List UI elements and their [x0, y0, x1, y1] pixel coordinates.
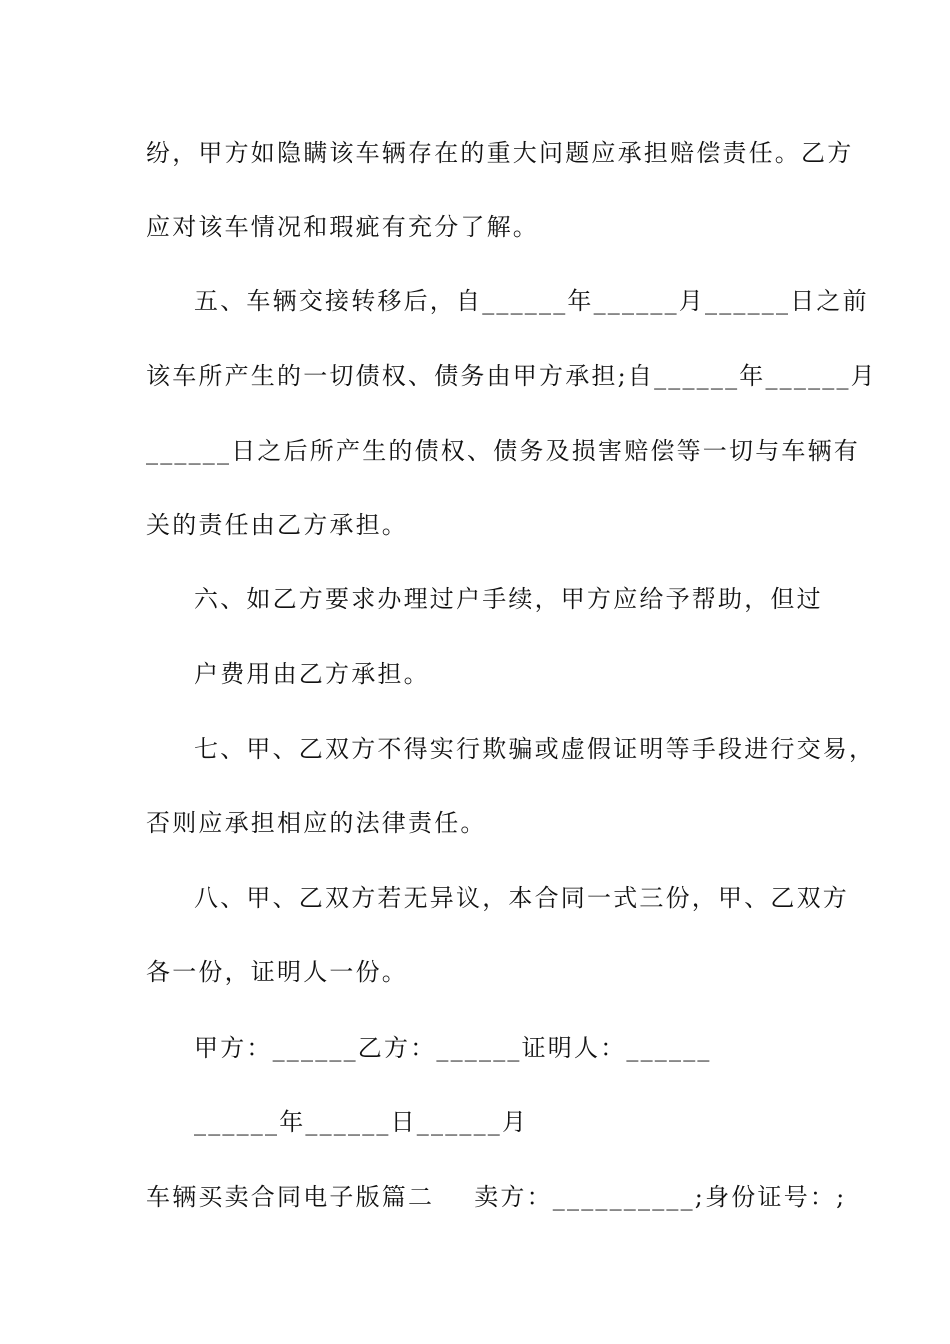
next-section-line: [146, 1182, 847, 1212]
clause-six-line: 六、如乙方要求办理过户手续，甲方应给予帮助，但过: [194, 585, 823, 613]
paragraph-line: 应对该车情况和瑕疵有充分了解。: [146, 213, 539, 241]
clause-seven-line: 七、甲、乙双方不得实行欺骗或虚假证明等手段进行交易，: [194, 735, 876, 763]
paragraph-line: 纷，甲方如隐瞒该车辆存在的重大问题应承担赔偿责任。乙方: [146, 139, 854, 167]
signature-line: 甲方：______乙方：______证明人：______: [194, 1034, 712, 1062]
paragraph-line: ______日之后所产生的债权、债务及损害赔偿等一切与车辆有: [146, 437, 860, 465]
paragraph-line: 该车所产生的一切债权、债务由甲方承担;自______年______月: [146, 362, 877, 390]
date-line: ______年______日______月: [194, 1108, 529, 1136]
seller-fields: 卖方：__________;身份证号：;: [474, 1183, 847, 1211]
paragraph-line: 各一份，证明人一份。: [146, 958, 408, 986]
paragraph-line: 户费用由乙方承担。: [194, 660, 430, 688]
clause-five-line: 五、车辆交接转移后，自______年______月______日之前: [194, 287, 869, 315]
paragraph-line: 关的责任由乙方承担。: [146, 511, 408, 539]
clause-eight-line: 八、甲、乙双方若无异议，本合同一式三份，甲、乙双方: [194, 884, 849, 912]
section-title: 车辆买卖合同电子版篇二: [146, 1183, 435, 1211]
paragraph-line: 否则应承担相应的法律责任。: [146, 809, 487, 837]
